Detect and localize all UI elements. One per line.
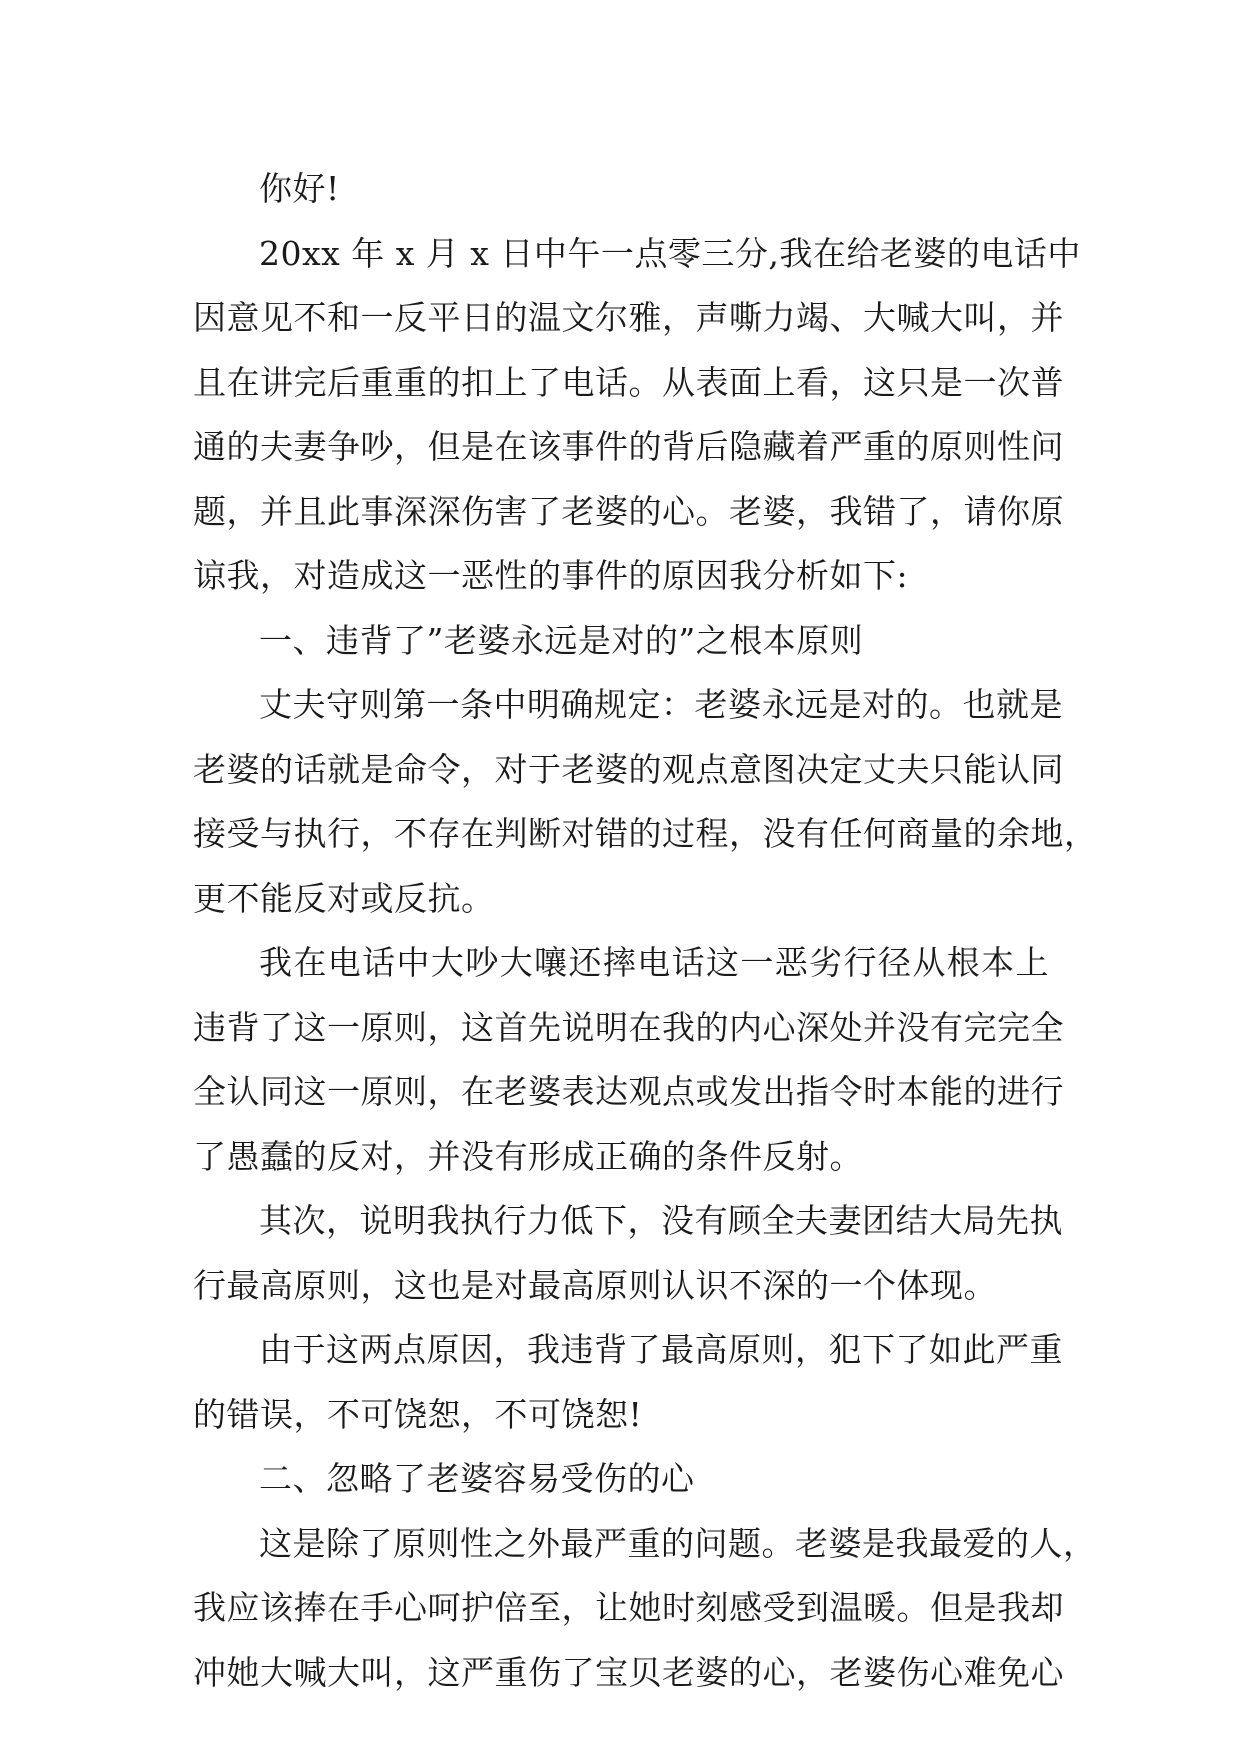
paragraph-line: 接受与执行，不存在判断对错的过程，没有任何商量的余地， <box>193 814 1098 853</box>
greeting-line: 你好! <box>259 169 340 208</box>
paragraph-line: 全认同这一原则，在老婆表达观点或发出指令时本能的进行 <box>193 1072 1064 1111</box>
paragraph-line: 了愚蠢的反对，并没有形成正确的条件反射。 <box>193 1136 863 1176</box>
paragraph-line: 我应该捧在手心呵护倍至，让她时刻感受到温暖。但是我却 <box>193 1588 1064 1627</box>
paragraph-line: 且在讲完后重重的扣上了电话。从表面上看，这只是一次普 <box>193 362 1064 402</box>
paragraph-line: 冲她大喊大叫，这严重伤了宝贝老婆的心，老婆伤心难免心 <box>193 1652 1064 1692</box>
paragraph-line: 谅我，对造成这一恶性的事件的原因我分析如下: <box>193 556 909 595</box>
paragraph-line: 通的夫妻争吵，但是在该事件的背后隐藏着严重的原则性问 <box>193 427 1064 466</box>
paragraph-line: 20xx 年 x 月 x 日中午一点零三分,我在给老婆的电话中 <box>259 233 1081 273</box>
paragraph-line: 这是除了原则性之外最严重的问题。老婆是我最爱的人， <box>259 1523 1097 1563</box>
document-body <box>193 157 1098 1705</box>
paragraph-line: 我在电话中大吵大嚷还摔电话这一恶劣行径从根本上 <box>259 943 1049 982</box>
paragraph-line: 题，并且此事深深伤害了老婆的心。老婆，我错了，请你原 <box>193 491 1064 531</box>
paragraph-line: 违背了这一原则，这首先说明在我的内心深处并没有完完全 <box>193 1007 1064 1047</box>
section-heading-1: 一、违背了”老婆永远是对的”之根本原则 <box>259 620 864 660</box>
paragraph-line: 行最高原则，这也是对最高原则认识不深的一个体现。 <box>193 1265 997 1305</box>
paragraph-line: 由于这两点原因，我违背了最高原则，犯下了如此严重 <box>259 1330 1063 1369</box>
paragraph-line: 的错误，不可饶恕，不可饶恕! <box>193 1394 643 1434</box>
paragraph-line: 因意见不和一反平日的温文尔雅，声嘶力竭、大喊大叫，并 <box>193 298 1064 337</box>
paragraph-line: 丈夫守则第一条中明确规定：老婆永远是对的。也就是 <box>259 685 1063 724</box>
paragraph-line: 其次，说明我执行力低下，没有顾全夫妻团结大局先执 <box>259 1201 1063 1240</box>
paragraph-line: 更不能反对或反抗。 <box>193 878 495 918</box>
paragraph-line: 老婆的话就是命令，对于老婆的观点意图决定丈夫只能认同 <box>193 749 1064 789</box>
section-heading-2: 二、忽略了老婆容易受伤的心 <box>259 1459 695 1498</box>
